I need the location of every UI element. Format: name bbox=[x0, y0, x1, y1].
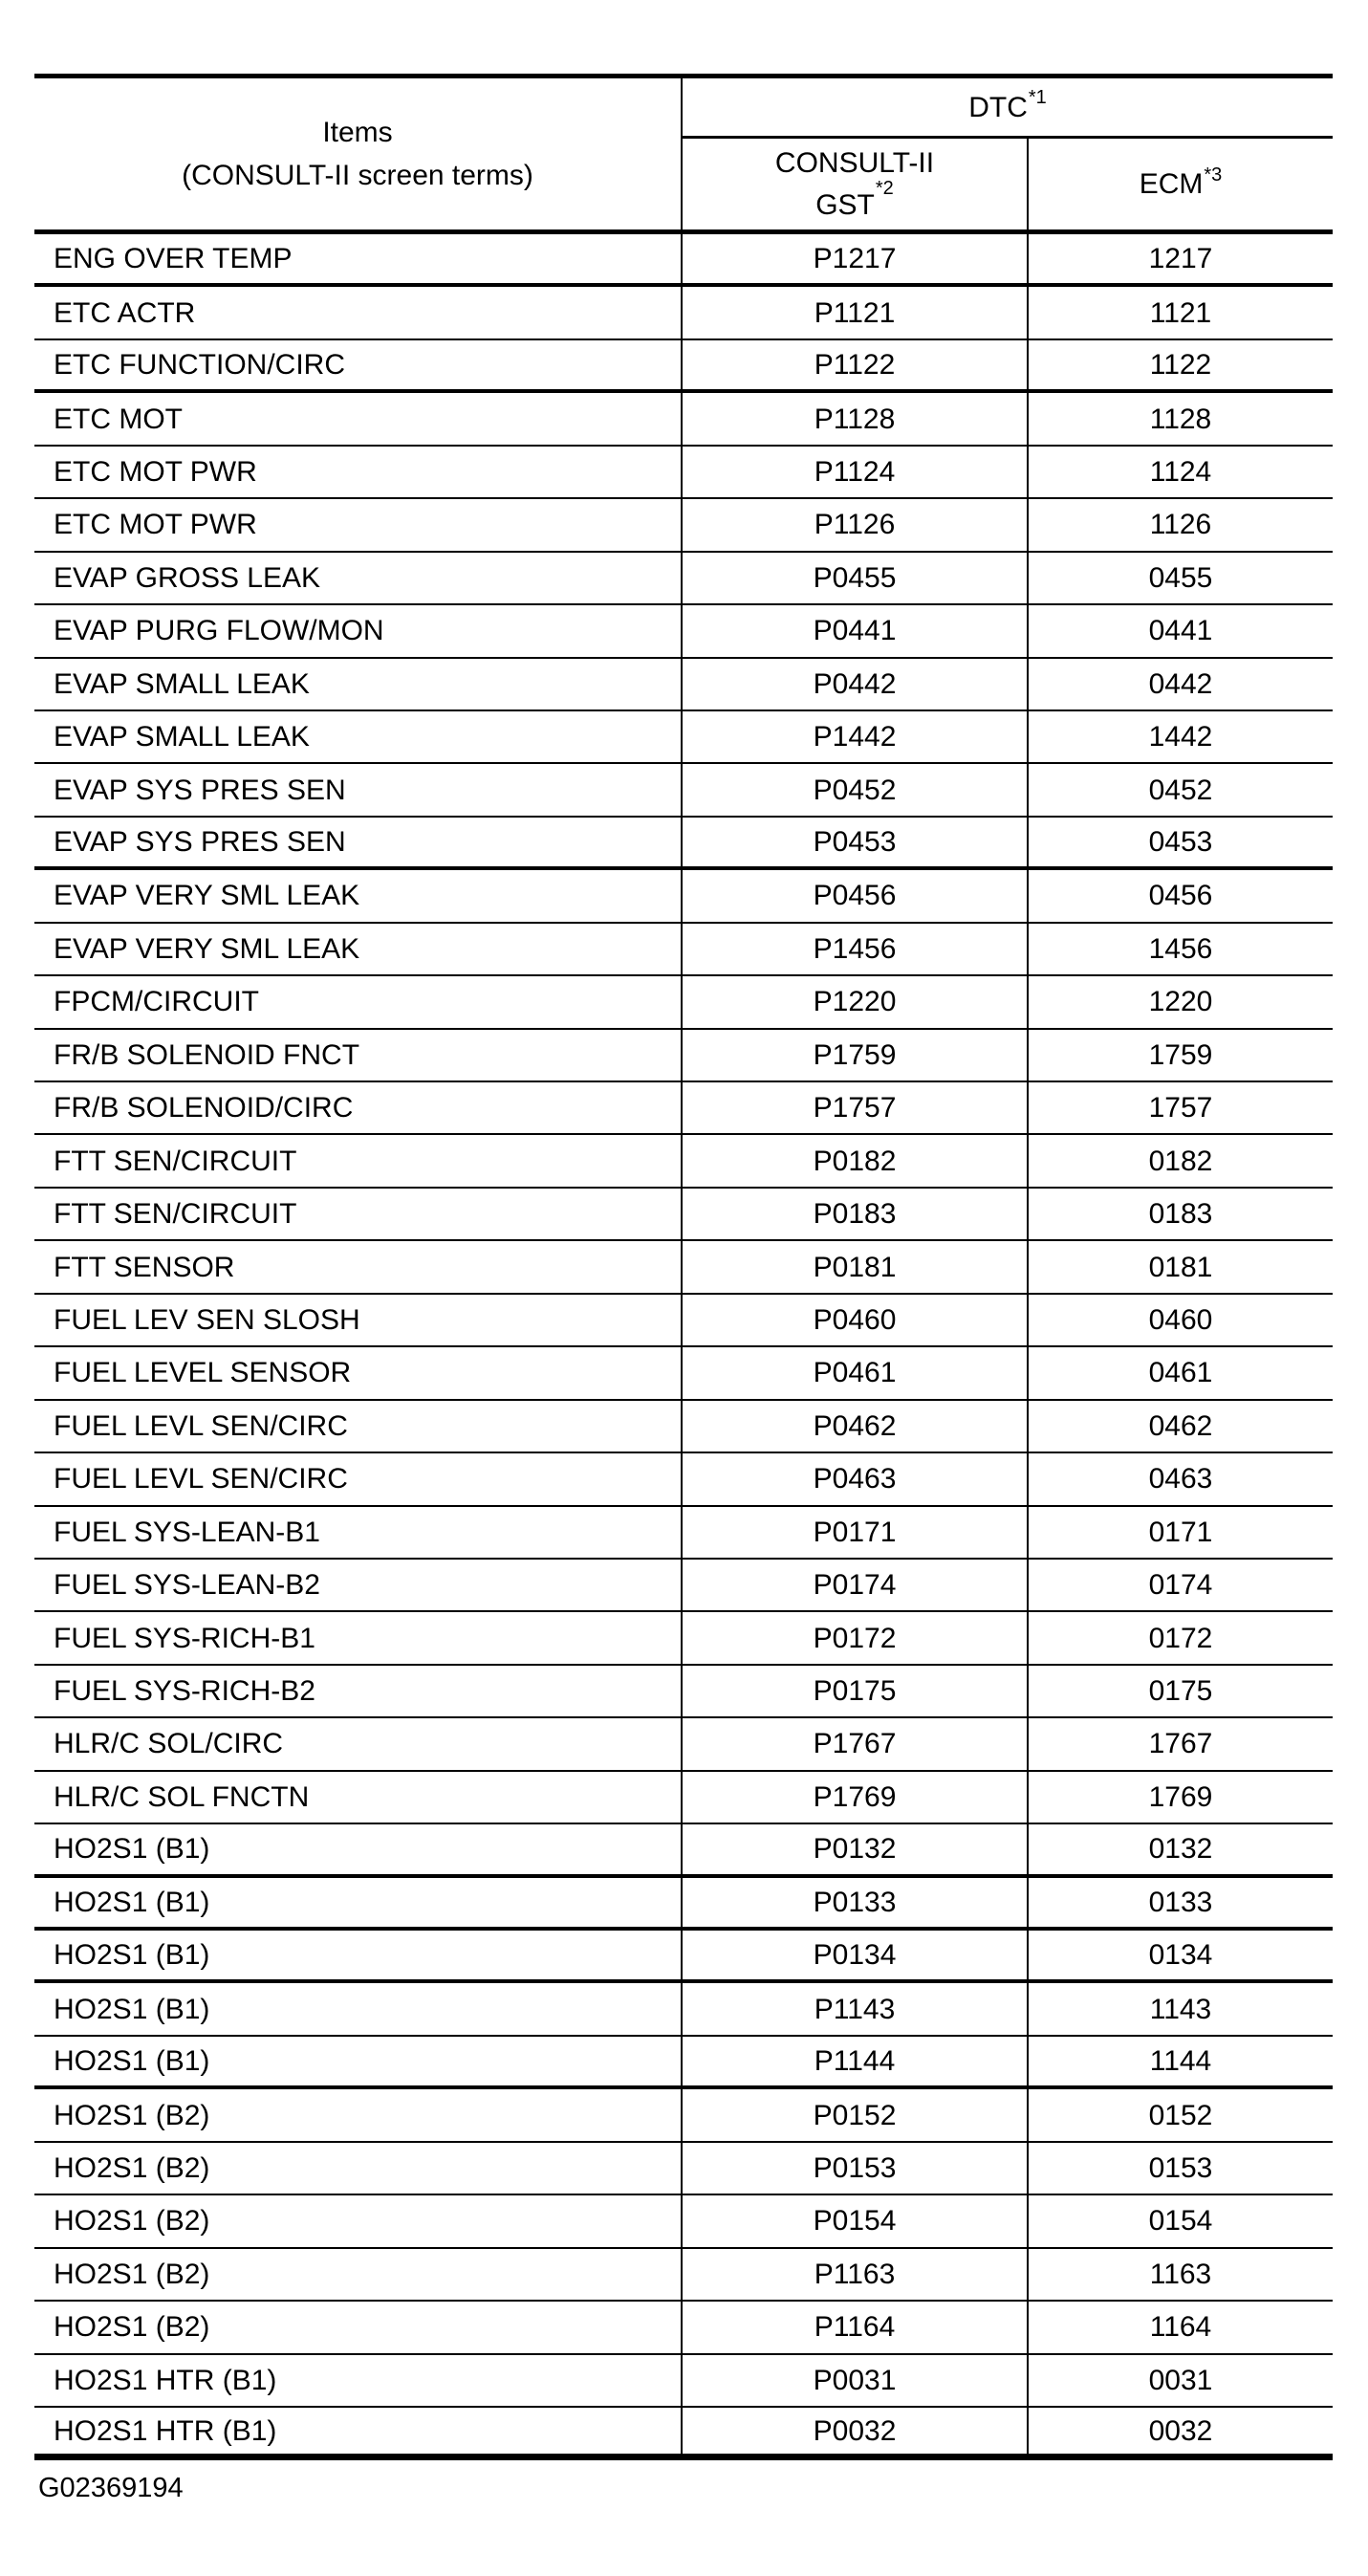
ecm-code-cell: 0152 bbox=[1027, 2089, 1333, 2142]
ecm-code-cell: 1163 bbox=[1027, 2249, 1333, 2302]
ecm-code-cell: 1442 bbox=[1027, 711, 1333, 764]
ecm-code-cell: 1144 bbox=[1027, 2037, 1333, 2089]
consult-gst-code-cell: P0133 bbox=[681, 1878, 1027, 1931]
consult-gst-code-cell: P0441 bbox=[681, 605, 1027, 658]
header-ecm-cell: ECM $^{*3}$ bbox=[1027, 139, 1333, 234]
ecm-code-cell: 1122 bbox=[1027, 340, 1333, 393]
consult-gst-code-cell: P0132 bbox=[681, 1824, 1027, 1877]
item-name-cell: HO2S1 (B2) bbox=[34, 2249, 681, 2302]
item-name-cell: EVAP SMALL LEAK bbox=[34, 711, 681, 764]
item-name-cell: EVAP SYS PRES SEN bbox=[34, 764, 681, 817]
consult-gst-code-cell: P1217 bbox=[681, 234, 1027, 287]
header-consult-gst-cell bbox=[681, 139, 1027, 234]
item-name-cell: EVAP VERY SML LEAK bbox=[34, 924, 681, 976]
item-name-cell: HO2S1 (B1) bbox=[34, 1824, 681, 1877]
item-name-cell: ETC ACTR bbox=[34, 287, 681, 339]
ecm-code-cell: 1767 bbox=[1027, 1718, 1333, 1771]
item-name-cell: EVAP PURG FLOW/MON bbox=[34, 605, 681, 658]
ecm-code-cell: 0174 bbox=[1027, 1560, 1333, 1612]
consult-gst-code-cell: P0032 bbox=[681, 2408, 1027, 2460]
consult-gst-code-cell: P1128 bbox=[681, 393, 1027, 446]
ecm-code-cell: 0133 bbox=[1027, 1878, 1333, 1931]
item-name-cell: HLR/C SOL/CIRC bbox=[34, 1718, 681, 1771]
item-name-cell: FR/B SOLENOID/CIRC bbox=[34, 1082, 681, 1135]
item-name-cell: FPCM/CIRCUIT bbox=[34, 976, 681, 1029]
item-name-cell: EVAP VERY SML LEAK bbox=[34, 870, 681, 923]
item-name-cell: EVAP SMALL LEAK bbox=[34, 659, 681, 711]
consult-gst-code-cell: P0453 bbox=[681, 818, 1027, 870]
consult-gst-code-cell: P1124 bbox=[681, 447, 1027, 499]
ecm-code-cell: 1143 bbox=[1027, 1983, 1333, 2036]
item-name-cell: HO2S1 (B2) bbox=[34, 2302, 681, 2354]
header-dtc-cell: DTC $^{*1}$ bbox=[681, 78, 1333, 139]
consult-gst-code-cell: P0134 bbox=[681, 1931, 1027, 1983]
header-items-line2: (CONSULT-II screen terms) bbox=[182, 160, 533, 191]
ecm-code-cell: 1757 bbox=[1027, 1082, 1333, 1135]
consult-gst-code-cell: P1126 bbox=[681, 499, 1027, 552]
item-name-cell: FUEL SYS-LEAN-B2 bbox=[34, 1560, 681, 1612]
header-gst-line bbox=[815, 177, 894, 227]
consult-gst-code-cell: P1164 bbox=[681, 2302, 1027, 2354]
ecm-code-cell: 1769 bbox=[1027, 1772, 1333, 1824]
ecm-code-cell: 1121 bbox=[1027, 287, 1333, 339]
item-name-cell: FTT SEN/CIRCUIT bbox=[34, 1135, 681, 1188]
item-name-cell: FUEL SYS-LEAN-B1 bbox=[34, 1507, 681, 1560]
item-name-cell: FUEL LEVL SEN/CIRC bbox=[34, 1453, 681, 1506]
item-name-cell: HO2S1 HTR (B1) bbox=[34, 2408, 681, 2460]
item-name-cell: HO2S1 (B1) bbox=[34, 2037, 681, 2089]
consult-gst-code-cell: P0031 bbox=[681, 2355, 1027, 2408]
item-name-cell: ETC MOT bbox=[34, 393, 681, 446]
item-name-cell: HO2S1 (B2) bbox=[34, 2195, 681, 2248]
item-name-cell: FUEL SYS-RICH-B2 bbox=[34, 1666, 681, 1718]
item-name-cell: FUEL LEVL SEN/CIRC bbox=[34, 1401, 681, 1453]
consult-gst-code-cell: P0455 bbox=[681, 553, 1027, 605]
item-name-cell: EVAP SYS PRES SEN bbox=[34, 818, 681, 870]
consult-gst-code-cell: P1143 bbox=[681, 1983, 1027, 2036]
consult-gst-code-cell: P1144 bbox=[681, 2037, 1027, 2089]
ecm-code-cell: 1164 bbox=[1027, 2302, 1333, 2354]
item-name-cell: HO2S1 (B1) bbox=[34, 1878, 681, 1931]
item-name-cell: FUEL LEVEL SENSOR bbox=[34, 1347, 681, 1400]
ecm-code-cell: 0134 bbox=[1027, 1931, 1333, 1983]
consult-gst-code-cell: P0462 bbox=[681, 1401, 1027, 1453]
consult-gst-code-cell: P0460 bbox=[681, 1295, 1027, 1347]
consult-gst-code-cell: P0442 bbox=[681, 659, 1027, 711]
consult-gst-code-cell: P1767 bbox=[681, 1718, 1027, 1771]
ecm-code-cell: 1220 bbox=[1027, 976, 1333, 1029]
consult-gst-code-cell: P0175 bbox=[681, 1666, 1027, 1718]
ecm-code-cell: 0031 bbox=[1027, 2355, 1333, 2408]
item-name-cell: HLR/C SOL FNCTN bbox=[34, 1772, 681, 1824]
ecm-code-cell: 1128 bbox=[1027, 393, 1333, 446]
header-ecm-label: ECM bbox=[1139, 168, 1204, 200]
item-name-cell: FUEL SYS-RICH-B1 bbox=[34, 1612, 681, 1665]
ecm-code-cell: 0442 bbox=[1027, 659, 1333, 711]
ecm-code-cell: 0453 bbox=[1027, 818, 1333, 870]
ecm-code-cell: 0456 bbox=[1027, 870, 1333, 923]
ecm-code-cell: 0153 bbox=[1027, 2143, 1333, 2195]
item-name-cell: FUEL LEV SEN SLOSH bbox=[34, 1295, 681, 1347]
ecm-code-cell: 0175 bbox=[1027, 1666, 1333, 1718]
ecm-code-cell: 0455 bbox=[1027, 553, 1333, 605]
consult-gst-code-cell: P0152 bbox=[681, 2089, 1027, 2142]
consult-gst-code-cell: P1456 bbox=[681, 924, 1027, 976]
consult-gst-code-cell: P0174 bbox=[681, 1560, 1027, 1612]
ecm-code-cell: 0182 bbox=[1027, 1135, 1333, 1188]
ecm-code-cell: 0154 bbox=[1027, 2195, 1333, 2248]
consult-gst-code-cell: P0183 bbox=[681, 1189, 1027, 1241]
ecm-code-cell: 1217 bbox=[1027, 234, 1333, 287]
header-items-cell bbox=[34, 78, 681, 234]
ecm-code-cell: 0183 bbox=[1027, 1189, 1333, 1241]
header-gst-superscript: *2 bbox=[875, 177, 894, 199]
header-gst-label: GST bbox=[815, 188, 875, 221]
header-dtc-label: DTC bbox=[968, 91, 1028, 123]
item-name-cell: FTT SENSOR bbox=[34, 1241, 681, 1294]
ecm-code-cell: 0462 bbox=[1027, 1401, 1333, 1453]
item-name-cell: ETC FUNCTION/CIRC bbox=[34, 340, 681, 393]
ecm-code-cell: 0132 bbox=[1027, 1824, 1333, 1877]
consult-gst-code-cell: P0182 bbox=[681, 1135, 1027, 1188]
consult-gst-code-cell: P1121 bbox=[681, 287, 1027, 339]
consult-gst-code-cell: P0171 bbox=[681, 1507, 1027, 1560]
item-name-cell: HO2S1 (B1) bbox=[34, 1931, 681, 1983]
consult-gst-code-cell: P0153 bbox=[681, 2143, 1027, 2195]
item-name-cell: HO2S1 (B1) bbox=[34, 1983, 681, 2036]
ecm-code-cell: 0172 bbox=[1027, 1612, 1333, 1665]
header-items-line1: Items bbox=[322, 117, 393, 148]
consult-gst-code-cell: P1220 bbox=[681, 976, 1027, 1029]
item-name-cell: EVAP GROSS LEAK bbox=[34, 553, 681, 605]
item-name-cell: HO2S1 (B2) bbox=[34, 2089, 681, 2142]
consult-gst-code-cell: P0181 bbox=[681, 1241, 1027, 1294]
item-name-cell: FTT SEN/CIRCUIT bbox=[34, 1189, 681, 1241]
consult-gst-code-cell: P0172 bbox=[681, 1612, 1027, 1665]
ecm-code-cell: 0441 bbox=[1027, 605, 1333, 658]
ecm-code-cell: 0461 bbox=[1027, 1347, 1333, 1400]
consult-gst-code-cell: P1757 bbox=[681, 1082, 1027, 1135]
consult-gst-code-cell: P0456 bbox=[681, 870, 1027, 923]
ecm-code-cell: 0460 bbox=[1027, 1295, 1333, 1347]
ecm-code-cell: 1124 bbox=[1027, 447, 1333, 499]
item-name-cell: FR/B SOLENOID FNCT bbox=[34, 1030, 681, 1082]
ecm-code-cell: 1126 bbox=[1027, 499, 1333, 552]
ecm-code-cell: 0032 bbox=[1027, 2408, 1333, 2460]
ecm-code-cell: 0171 bbox=[1027, 1507, 1333, 1560]
consult-gst-code-cell: P1769 bbox=[681, 1772, 1027, 1824]
consult-gst-code-cell: P1442 bbox=[681, 711, 1027, 764]
consult-gst-code-cell: P0452 bbox=[681, 764, 1027, 817]
item-name-cell: ETC MOT PWR bbox=[34, 499, 681, 552]
consult-gst-code-cell: P0154 bbox=[681, 2195, 1027, 2248]
consult-gst-code-cell: P0461 bbox=[681, 1347, 1027, 1400]
consult-gst-code-cell: P1759 bbox=[681, 1030, 1027, 1082]
item-name-cell: HO2S1 (B2) bbox=[34, 2143, 681, 2195]
consult-gst-code-cell: P1163 bbox=[681, 2249, 1027, 2302]
ecm-code-cell: 0181 bbox=[1027, 1241, 1333, 1294]
item-name-cell: HO2S1 HTR (B1) bbox=[34, 2355, 681, 2408]
dtc-table bbox=[34, 74, 1333, 2460]
item-name-cell: ETC MOT PWR bbox=[34, 447, 681, 499]
figure-id: G02369194 bbox=[38, 2473, 184, 2503]
ecm-code-cell: 0452 bbox=[1027, 764, 1333, 817]
consult-gst-code-cell: P1122 bbox=[681, 340, 1027, 393]
consult-gst-code-cell: P0463 bbox=[681, 1453, 1027, 1506]
header-consult-line: CONSULT-II bbox=[774, 146, 935, 179]
ecm-code-cell: 1456 bbox=[1027, 924, 1333, 976]
item-name-cell: ENG OVER TEMP bbox=[34, 234, 681, 287]
ecm-code-cell: 0463 bbox=[1027, 1453, 1333, 1506]
ecm-code-cell: 1759 bbox=[1027, 1030, 1333, 1082]
